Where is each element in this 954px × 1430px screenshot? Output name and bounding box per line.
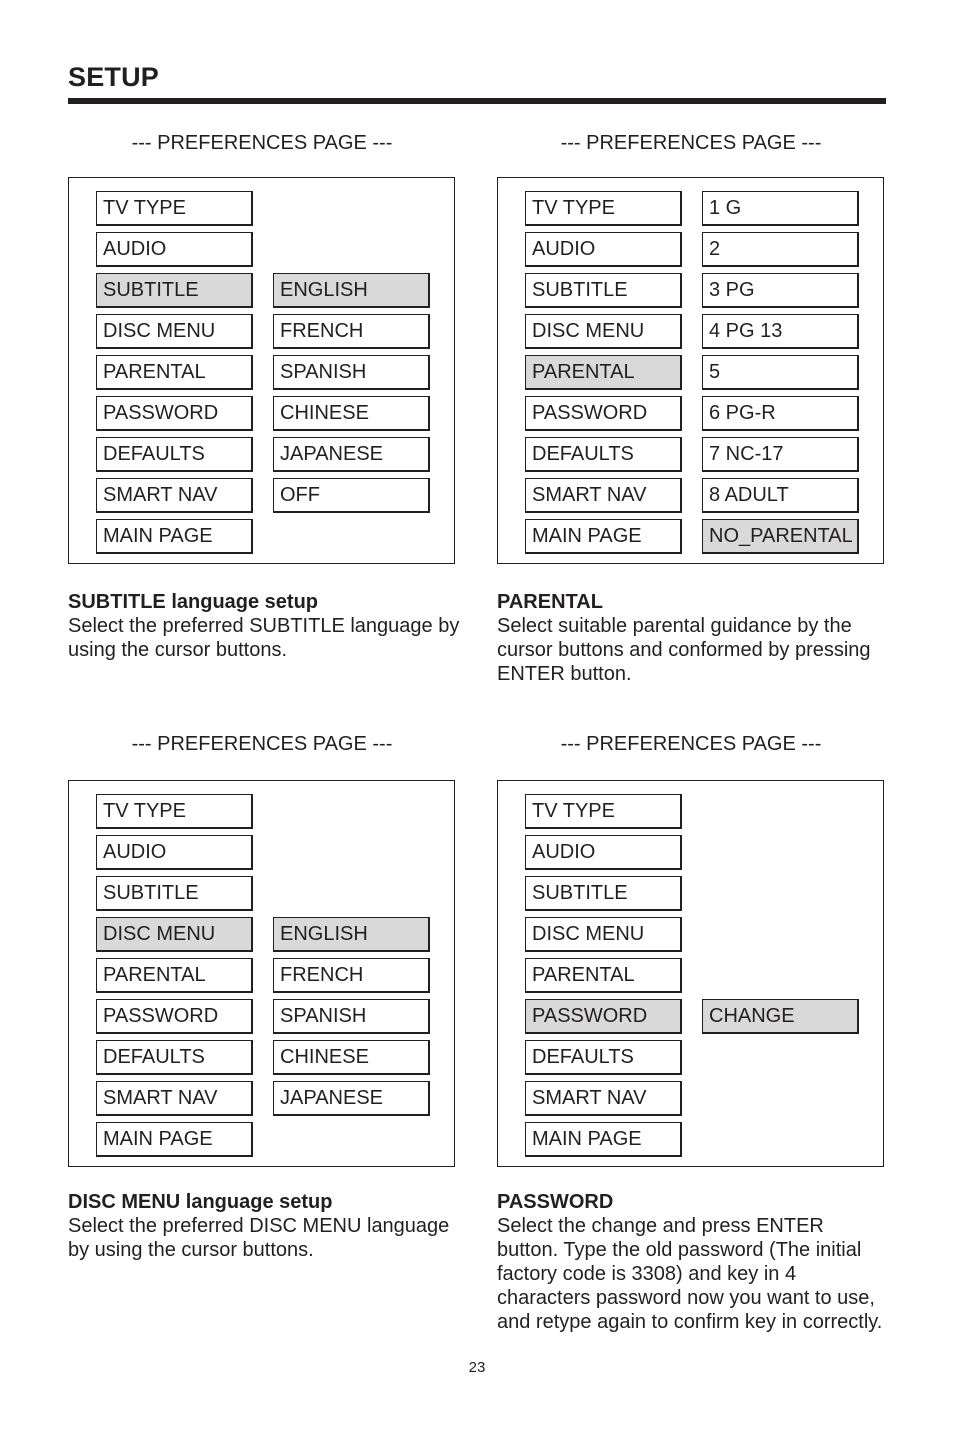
option-item-change[interactable]: CHANGE [702,999,859,1034]
menu-item-tv-type[interactable]: TV TYPE [96,794,253,829]
section-body: Select the preferred DISC MENU language by using the cursor buttons. [68,1215,450,1261]
option-item-4-pg-13[interactable]: 4 PG 13 [702,314,859,349]
menu-item-audio[interactable]: AUDIO [525,232,682,267]
menu-item-audio[interactable]: AUDIO [525,835,682,870]
section-description [68,1190,460,1262]
menu-item-disc-menu[interactable]: DISC MENU [525,314,682,349]
menu-item-audio[interactable]: AUDIO [96,232,253,267]
panel-heading: --- PREFERENCES PAGE --- [131,132,393,154]
menu-item-password[interactable]: PASSWORD [525,396,682,431]
option-item-japanese[interactable]: JAPANESE [273,1081,430,1116]
option-item-2[interactable]: 2 [702,232,859,267]
menu-item-defaults[interactable]: DEFAULTS [525,1040,682,1075]
option-item-no-parental[interactable]: NO_PARENTAL [702,519,859,554]
option-item-french[interactable]: FRENCH [273,314,430,349]
menu-item-defaults[interactable]: DEFAULTS [96,1040,253,1075]
menu-item-main-page[interactable]: MAIN PAGE [96,1122,253,1157]
preferences-menu [68,780,455,1167]
option-item-spanish[interactable]: SPANISH [273,999,430,1034]
menu-item-defaults[interactable]: DEFAULTS [525,437,682,472]
preferences-menu [497,780,884,1167]
menu-item-parental[interactable]: PARENTAL [96,958,253,993]
option-item-1-g[interactable]: 1 G [702,191,859,226]
section-title: DISC MENU language setup [68,1191,333,1213]
option-item-7-nc-17[interactable]: 7 NC-17 [702,437,859,472]
menu-item-disc-menu[interactable]: DISC MENU [96,917,253,952]
page-title: SETUP [68,62,160,92]
menu-item-main-page[interactable]: MAIN PAGE [96,519,253,554]
menu-item-parental[interactable]: PARENTAL [525,355,682,390]
menu-item-main-page[interactable]: MAIN PAGE [525,519,682,554]
option-item-6-pg-r[interactable]: 6 PG-R [702,396,859,431]
option-item-english[interactable]: ENGLISH [273,273,430,308]
menu-item-tv-type[interactable]: TV TYPE [525,191,682,226]
option-item-off[interactable]: OFF [273,478,430,513]
option-item-japanese[interactable]: JAPANESE [273,437,430,472]
panel-heading: --- PREFERENCES PAGE --- [131,733,393,755]
section-body: Select the change and press ENTER button. Type the old password (The initial factory code is 3308) and key in 4 characters password now you want to use, and retype again to confirm key in correctly. [497,1215,883,1333]
section-title: PASSWORD [497,1191,614,1213]
option-item-8-adult[interactable]: 8 ADULT [702,478,859,513]
menu-item-parental[interactable]: PARENTAL [525,958,682,993]
menu-item-disc-menu[interactable]: DISC MENU [96,314,253,349]
option-item-chinese[interactable]: CHINESE [273,396,430,431]
section-body: Select suitable parental guidance by the cursor buttons and conformed by pressing ENTER button. [497,615,871,685]
option-item-french[interactable]: FRENCH [273,958,430,993]
menu-item-disc-menu[interactable]: DISC MENU [525,917,682,952]
menu-item-password[interactable]: PASSWORD [96,396,253,431]
preferences-menu [68,177,455,564]
option-item-5[interactable]: 5 [702,355,859,390]
menu-item-audio[interactable]: AUDIO [96,835,253,870]
section-description [497,590,889,686]
option-item-english[interactable]: ENGLISH [273,917,430,952]
menu-item-defaults[interactable]: DEFAULTS [96,437,253,472]
panel-heading: --- PREFERENCES PAGE --- [560,132,822,154]
menu-item-password[interactable]: PASSWORD [96,999,253,1034]
menu-item-main-page[interactable]: MAIN PAGE [525,1122,682,1157]
option-item-chinese[interactable]: CHINESE [273,1040,430,1075]
menu-item-subtitle[interactable]: SUBTITLE [96,876,253,911]
option-item-spanish[interactable]: SPANISH [273,355,430,390]
section-title: PARENTAL [497,591,603,613]
menu-item-subtitle[interactable]: SUBTITLE [96,273,253,308]
menu-item-password[interactable]: PASSWORD [525,999,682,1034]
page-number: 23 [468,1359,486,1376]
menu-item-tv-type[interactable]: TV TYPE [96,191,253,226]
preferences-menu [497,177,884,564]
menu-item-smart-nav[interactable]: SMART NAV [525,1081,682,1116]
option-item-3-pg[interactable]: 3 PG [702,273,859,308]
menu-item-smart-nav[interactable]: SMART NAV [525,478,682,513]
section-description [497,1190,889,1334]
section-body: Select the preferred SUBTITLE language by using the cursor buttons. [68,615,460,661]
section-description [68,590,460,662]
menu-item-smart-nav[interactable]: SMART NAV [96,478,253,513]
menu-item-subtitle[interactable]: SUBTITLE [525,876,682,911]
panel-heading: --- PREFERENCES PAGE --- [560,733,822,755]
section-title: SUBTITLE language setup [68,591,319,613]
menu-item-smart-nav[interactable]: SMART NAV [96,1081,253,1116]
menu-item-tv-type[interactable]: TV TYPE [525,794,682,829]
menu-item-parental[interactable]: PARENTAL [96,355,253,390]
menu-item-subtitle[interactable]: SUBTITLE [525,273,682,308]
title-rule [68,98,886,104]
